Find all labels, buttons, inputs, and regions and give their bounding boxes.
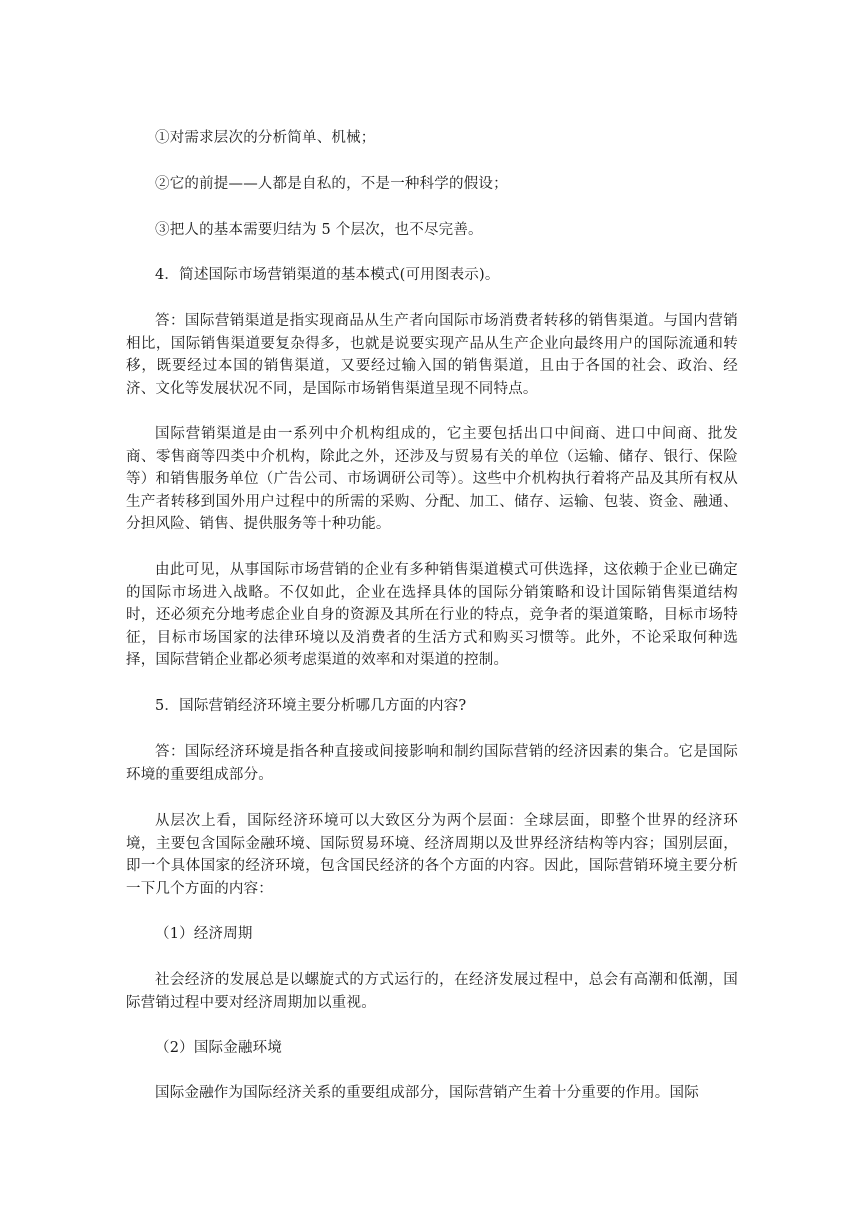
- section-2-paragraph: 国际金融作为国际经济关系的重要组成部分，国际营销产生着十分重要的作用。国际: [155, 1085, 699, 1101]
- answer-5-paragraph-2: 从层次上看，国际经济环境可以大致区分为两个层面：全球层面，即整个世界的经济环境，主要包含国际金融环境、国际贸易环境、经济周期以及世界经济结构等内容；国别层面，即一个具体国家的经济环境，包含国民经济的各个方面的内容。因此，国际营销环境主要分析一下几个方面的内容：: [126, 813, 738, 897]
- section-1-heading: （1）经济周期: [155, 926, 253, 942]
- question-4-heading: 4．简述国际市场营销渠道的基本模式(可用图表示)。: [155, 267, 500, 283]
- question-5-heading: 5．国际营销经济环境主要分析哪几方面的内容?: [155, 698, 467, 714]
- section-1-paragraph: 社会经济的发展总是以螺旋式的方式运行的，在经济发展过程中，总会有高潮和低潮，国际营销过程中要对经济周期加以重视。: [126, 972, 738, 1011]
- answer-4-paragraph-2: 国际营销渠道是由一系列中介机构组成的，它主要包括出口中间商、进口中间商、批发商、零售商等四类中介机构，除此之外，还涉及与贸易有关的单位（运输、储存、银行、保险等）和销售服务单位（广告公司、市场调研公司等）。这些中介机构执行着将产品及其所有权从生产者转移到国外用户过程中的所需的采购、分配、加工、储存、运输、包装、资金、融通、分担风险、销售、提供服务等十种功能。: [126, 426, 738, 532]
- answer-5-paragraph-1: 答：国际经济环境是指各种直接或间接影响和制约国际营销的经济因素的集合。它是国际环境的重要组成部分。: [126, 744, 738, 783]
- section-2-heading: （2）国际金融环境: [155, 1040, 283, 1056]
- answer-4-paragraph-3: 由此可见，从事国际市场营销的企业有多种销售渠道模式可供选择，这依赖于企业已确定的国际市场进入战略。不仅如此，企业在选择具体的国际分销策略和设计国际销售渠道结构时，还必须充分地考虑企业自身的资源及其所在行业的特点，竞争者的渠道策略，目标市场特征，目标市场国家的法律环境以及消费者的生活方式和购买习惯等。此外，不论采取何种选择，国际营销企业都必须考虑渠道的效率和对渠道的控制。: [126, 562, 738, 668]
- paragraph-point-3: ③把人的基本需要归结为 5 个层次，也不尽完善。: [155, 222, 483, 238]
- paragraph-point-2: ②它的前提——人都是自私的，不是一种科学的假设；: [155, 176, 508, 192]
- paragraph-point-1: ①对需求层次的分析简单、机械；: [155, 130, 376, 146]
- answer-4-paragraph-1: 答：国际营销渠道是指实现商品从生产者向国际市场消费者转移的销售渠道。与国内营销相比，国际销售渠道要复杂得多，也就是说要实现产品从生产企业向最终用户的国际流通和转移，既要经过本国的销售渠道，又要经过输入国的销售渠道，且由于各国的社会、政治、经济、文化等发展状况不同，是国际市场销售渠道呈现不同特点。: [126, 313, 738, 397]
